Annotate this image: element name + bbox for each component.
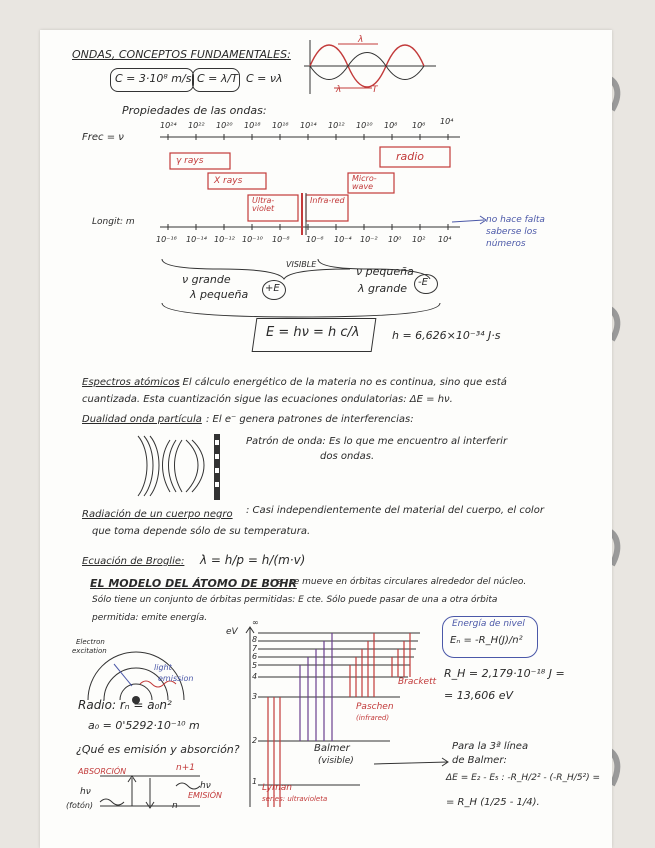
long-tick-2: 10⁻¹²: [214, 235, 235, 244]
long-tick-5: 10⁻⁶: [306, 235, 324, 244]
right-group-lambda: λ grande: [358, 282, 407, 295]
light-label: light: [154, 663, 172, 672]
eq-wave-speed: C = λ/T: [197, 72, 238, 85]
radio-equation: Radio: rₙ = a₀n²: [78, 698, 172, 712]
long-tick-1: 10⁻¹⁴: [186, 235, 207, 244]
wave-period: T: [372, 85, 378, 95]
note-arrow: [450, 212, 490, 232]
long-tick-9: 10²: [412, 235, 426, 244]
espectros-text-1: : El cálculo energético de la materia no es continua, sino que está: [176, 377, 507, 388]
long-tick-3: 10⁻¹⁰: [242, 235, 263, 244]
spectrum-diagram: [140, 115, 470, 255]
freq-axis-label: Frec = ν: [82, 132, 124, 143]
freq-tick-6: 10¹²: [328, 121, 345, 130]
long-tick-7: 10⁻²: [360, 235, 378, 244]
series-balmer-sub: (visible): [318, 756, 354, 766]
long-tick-6: 10⁻⁴: [334, 235, 352, 244]
level-7: 7: [252, 644, 258, 653]
level-5: 5: [252, 661, 258, 670]
dualidad-label: Dualidad onda partícula: [82, 414, 202, 425]
balmer3-line-2: de Balmer:: [452, 755, 507, 766]
energia-equation: Eₙ = -R_H(J)/n²: [450, 635, 523, 646]
bohr-text-3: permitida: emite energía.: [92, 613, 208, 623]
wave-diagram: [300, 36, 440, 98]
left-energy: +E: [265, 283, 280, 294]
long-tick-4: 10⁻⁸: [272, 235, 290, 244]
level-n: n: [172, 801, 178, 811]
balmer3-arrow: [372, 756, 452, 770]
freq-tick-5: 10¹⁴: [300, 121, 317, 130]
freq-tick-1: 10²²: [188, 121, 205, 130]
long-tick-0: 10⁻¹⁶: [156, 235, 177, 244]
excitation-label: excitation: [72, 647, 107, 655]
broglie-equation: λ = h/p = h/(m·v): [200, 553, 306, 567]
delta-equation: ΔE = E₂ - E₅ : -R_H/2² - (-R_H/5²) =: [446, 773, 601, 783]
left-group-nu: ν grande: [182, 273, 231, 286]
emission-question: ¿Qué es emisión y absorción?: [76, 743, 240, 756]
emision-label: EMISIÓN: [188, 791, 223, 800]
series-lyman-sub: series: ultravioleta: [262, 795, 328, 803]
freq-tick-2: 10²⁰: [216, 121, 233, 130]
long-tick-8: 10⁰: [388, 235, 402, 244]
series-balmer: Balmer: [314, 743, 350, 754]
level-2: 2: [252, 736, 258, 745]
spectrum-note: no hace falta saberse los números: [486, 215, 545, 249]
visible-label: VISIBLE: [286, 260, 317, 269]
bohr-title: EL MODELO DEL ÁTOMO DE BOHR: [90, 577, 297, 590]
espectros-label: Espectros atómicos: [82, 377, 180, 388]
band-xray: X rays: [214, 176, 243, 186]
series-brackett: Brackett: [398, 677, 437, 687]
level-n1: n+1: [176, 763, 195, 773]
foton-label: (fotón): [66, 801, 94, 810]
planck-constant: h = 6,626×10⁻³⁴ J·s: [392, 329, 501, 342]
band-radio: radio: [396, 150, 425, 163]
freq-tick-3: 10¹⁸: [244, 121, 261, 130]
series-paschen: Paschen: [356, 702, 394, 712]
electron-label: Electron: [76, 638, 105, 646]
freq-tick-4: 10¹⁶: [272, 121, 289, 130]
rh-fraction: = R_H (1/25 - 1/4).: [446, 797, 540, 808]
band-uv: Ultra-violet: [252, 196, 275, 213]
espectros-text-2: cuantizada. Esta cuantización sigue las ecuaciones ondulatorias: ΔE = hν.: [82, 394, 453, 405]
eq-freq-wavelength: C = νλ: [246, 72, 283, 85]
radiacion-label: Radiación de un cuerpo negro: [82, 509, 233, 520]
patron-text-1: Patrón de onda: Es lo que me encuentro al interferir: [246, 436, 508, 447]
freq-tick-10: 10⁴: [440, 117, 454, 126]
bohr-text-1: : e⁻ se mueve en órbitas circulares alrededor del núcleo.: [270, 577, 527, 587]
long-tick-10: 10⁴: [438, 235, 452, 244]
emission-label: emission: [158, 674, 194, 683]
left-group-lambda: λ pequeña: [190, 288, 249, 301]
band-ir: Infra-red: [310, 196, 345, 205]
page-title: ONDAS, CONCEPTOS FUNDAMENTALES:: [72, 48, 291, 61]
radiacion-text-2: que toma depende sólo de su temperatura.: [92, 526, 311, 537]
hv-emit: hν: [200, 781, 211, 791]
bohr-text-2: Sólo tiene un conjunto de órbitas permitidas: E cte. Sólo puede pasar de una a otra órbita: [92, 595, 498, 605]
freq-tick-0: 10²⁴: [160, 121, 177, 130]
radiacion-text-1: : Casi independientemente del material del cuerpo, el color: [246, 505, 544, 516]
energy-equation: E = hν = h c/λ: [266, 325, 360, 340]
level-inf: ∞: [252, 618, 259, 627]
level-1: 1: [252, 777, 258, 786]
absorcion-label: ABSORCIÓN: [78, 767, 127, 776]
freq-tick-9: 10⁶: [412, 121, 426, 130]
band-gamma: γ rays: [176, 156, 204, 166]
rh-ev: = 13,606 eV: [444, 689, 513, 702]
wave-lambda-top: λ: [358, 35, 364, 45]
right-group-nu: ν pequeña: [356, 265, 414, 278]
wave-lambda-bottom: λ: [336, 85, 342, 95]
ev-axis-label: eV: [226, 627, 238, 637]
series-lyman: Lyman: [262, 783, 293, 793]
freq-tick-8: 10⁸: [384, 121, 398, 130]
patron-text-2: dos ondas.: [320, 451, 375, 462]
eq-speed-of-light: C = 3·10⁸ m/s: [115, 72, 192, 85]
properties-heading: Propiedades de las ondas:: [122, 104, 267, 117]
level-6: 6: [252, 652, 258, 661]
freq-tick-7: 10¹⁰: [356, 121, 373, 130]
level-4: 4: [252, 672, 258, 681]
dualidad-text: : El e⁻ genera patrones de interferencias:: [206, 414, 414, 425]
balmer3-line-1: Para la 3ª línea: [452, 741, 529, 752]
level-8: 8: [252, 635, 258, 644]
interference-diagram: [130, 430, 230, 505]
band-microwave: Micro-wave: [352, 174, 377, 191]
a0-equation: a₀ = 0'5292·10⁻¹⁰ m: [88, 719, 200, 732]
level-3: 3: [252, 692, 258, 701]
length-axis-label: Longit: m: [92, 217, 135, 227]
hv-absorb: hν: [80, 787, 91, 797]
energia-title: Energía de nivel: [452, 619, 525, 629]
broglie-label: Ecuación de Broglie:: [82, 556, 185, 567]
rh-equation: R_H = 2,179·10⁻¹⁸ J =: [444, 667, 565, 680]
series-paschen-sub: (infrared): [356, 714, 390, 722]
right-energy: -E: [418, 277, 428, 288]
